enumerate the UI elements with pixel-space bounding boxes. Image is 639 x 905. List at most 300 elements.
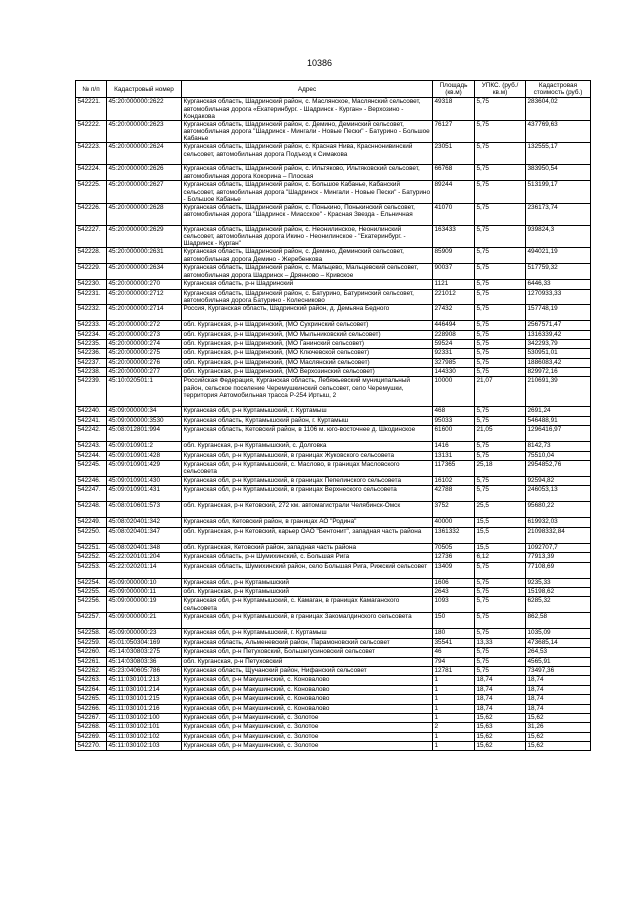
address-cell: Курганская область, Куртамышский район, г. Куртамыш [182, 416, 433, 425]
cadastral-number-cell: 45:20:000000:2623 [107, 120, 182, 143]
cadastral-number-cell: 45:20:000000:2714 [107, 305, 182, 321]
area-cell: 221012 [433, 289, 475, 304]
address-cell: Курганская область, Шадринский район, с. Демино, Деминский сельсовет, автомобильная дорога Демино - Жеребенкова [182, 248, 433, 264]
row-number-cell: 542228. [76, 248, 107, 264]
upks-cell: 15,62 [475, 732, 526, 741]
upks-cell: 5,75 [475, 407, 526, 416]
upks-cell: 15,5 [475, 543, 526, 552]
row-number-cell: 542254. [76, 578, 107, 587]
area-cell: 1 [433, 704, 475, 713]
cadastral-cost-cell: 8142,73 [526, 442, 591, 451]
table-row [76, 349, 591, 358]
row-number-cell: 542244. [76, 451, 107, 460]
cadastral-number-cell: 45:22:020201:14 [107, 562, 182, 578]
table-row [76, 321, 591, 330]
area-cell: 1606 [433, 578, 475, 587]
address-cell: Курганская обл, Кетовский район, в границах АО "Родина" [182, 518, 433, 527]
table-row [76, 657, 591, 666]
area-cell: 2 [433, 723, 475, 732]
row-number-cell: 542246. [76, 477, 107, 486]
cadastral-number-cell: 45:09:000000:10 [107, 578, 182, 587]
upks-cell: 18,74 [475, 695, 526, 704]
table-row [76, 477, 591, 486]
table-row [76, 486, 591, 502]
upks-cell: 5,75 [475, 416, 526, 425]
area-cell: 66768 [433, 165, 475, 181]
cadastral-cost-cell: 246053,13 [526, 486, 591, 502]
cadastral-number-cell: 45:20:000000:276 [107, 358, 182, 367]
upks-cell: 5,75 [475, 597, 526, 613]
cadastral-cost-cell: 939824,3 [526, 225, 591, 248]
table-row [76, 165, 591, 181]
table-row [76, 225, 591, 248]
row-number-cell: 542223. [76, 143, 107, 165]
cadastral-cost-cell: 92594,82 [526, 477, 591, 486]
address-cell: Курганская область, Шадринский район, с. Красная Нива, Красннонивинский сельсовет, автомобильная дорога Подъезд к Симакова [182, 143, 433, 165]
upks-cell: 13,33 [475, 638, 526, 647]
cadastral-number-cell: 45:20:000000:2627 [107, 181, 182, 204]
row-number-cell: 542234. [76, 330, 107, 339]
table-row [76, 358, 591, 367]
area-cell: 61600 [433, 426, 475, 442]
cadastral-cost-cell: 383950,54 [526, 165, 591, 181]
cadastral-cost-cell: 236173,74 [526, 203, 591, 225]
address-cell: обл. Курганская, р-н Куртамышский [182, 588, 433, 597]
area-cell: 46 [433, 648, 475, 657]
upks-cell: 5,75 [475, 562, 526, 578]
row-number-cell: 542222. [76, 120, 107, 143]
table-row [76, 248, 591, 264]
cadastral-cost-cell: 1270933,33 [526, 289, 591, 304]
upks-cell: 5,75 [475, 280, 526, 289]
table-row [76, 588, 591, 597]
cadastral-cost-cell: 2567571,47 [526, 321, 591, 330]
cadastral-number-cell: 45:08:020401:347 [107, 527, 182, 543]
area-cell: 468 [433, 407, 475, 416]
row-number-cell: 542260. [76, 648, 107, 657]
row-number-cell: 542266. [76, 704, 107, 713]
cadastral-cost-cell: 862,58 [526, 613, 591, 629]
table-row [76, 407, 591, 416]
address-cell: Курганская область, Шадринский район, с. Понькино, Понькинский сельсовет, автомобильная дорога "Шадринск - Миасское" - Красная Звезда - Ельничная [182, 203, 433, 225]
area-cell: 327985 [433, 358, 475, 367]
cadastral-number-cell: 45:20:000000:275 [107, 349, 182, 358]
area-cell: 1 [433, 685, 475, 694]
address-cell: Курганская область, Шадринский район, с. Большое Кабанье, Кабанский сельсовет, автомобильная дорога "Шадринск - Мингали - Новые Пески" - Батурино - Большое Кабанье [182, 181, 433, 204]
address-cell: Курганская область, Кетовский район, в 1106 м. юго-восточнее д. Шкодинское [182, 426, 433, 442]
area-cell: 794 [433, 657, 475, 666]
address-cell: обл. Курганская, р-н Шадринский, (МО Сухринский сельсовет) [182, 321, 433, 330]
upks-cell: 5,75 [475, 578, 526, 587]
upks-cell: 5,75 [475, 588, 526, 597]
table-row [76, 339, 591, 348]
cadastral-cost-cell: 517759,32 [526, 264, 591, 280]
area-cell: 1 [433, 732, 475, 741]
upks-cell: 5,75 [475, 657, 526, 666]
upks-cell: 15,5 [475, 527, 526, 543]
address-cell: обл. Курганская, р-н Шадринский, (МО Верхозинский сельсовет) [182, 368, 433, 377]
cadastral-number-cell: 45:09:000000:34 [107, 407, 182, 416]
cadastral-cost-cell: 342293,79 [526, 339, 591, 348]
row-number-cell: 542245. [76, 461, 107, 477]
cadastral-number-cell: 45:09:000000:21 [107, 613, 182, 629]
cadastral-cost-cell: 15198,62 [526, 588, 591, 597]
table-row [76, 289, 591, 304]
cadastral-number-cell: 45:09:010901:431 [107, 486, 182, 502]
area-cell: 150 [433, 613, 475, 629]
area-cell: 13409 [433, 562, 475, 578]
address-cell: обл. Курганская, р-н Кетовский, 272 км. автомагистрали Челябинск-Омск [182, 502, 433, 518]
table-row [76, 442, 591, 451]
address-cell: Курганская область, Шадринский район, с. Ильтяково, Ильтяковский сельсовет, автомобильная дорога Кокорина – Плоская [182, 165, 433, 181]
area-cell: 1 [433, 695, 475, 704]
area-cell: 1361332 [433, 527, 475, 543]
table-row [76, 613, 591, 629]
table-row [76, 666, 591, 675]
cadastral-cost-cell: 18,74 [526, 695, 591, 704]
header-cadastral-cost: Кадастровая стоимость (руб.) [526, 81, 591, 98]
upks-cell: 5,75 [475, 486, 526, 502]
row-number-cell: 542231. [76, 289, 107, 304]
table-row [76, 330, 591, 339]
cadastral-cost-cell: 1316339,42 [526, 330, 591, 339]
upks-cell: 5,75 [475, 203, 526, 225]
cadastral-number-cell: 45:20:000000:2634 [107, 264, 182, 280]
address-cell: Курганская обл, р-н Куртамышский, г. Куртамыш [182, 629, 433, 638]
cadastral-cost-cell: 473685,14 [526, 638, 591, 647]
row-number-cell: 542227. [76, 225, 107, 248]
address-cell: обл. Курганская, Кетовский район, западная часть района [182, 543, 433, 552]
address-cell: Курганская область, р-н Шадринский [182, 280, 433, 289]
upks-cell: 18,74 [475, 704, 526, 713]
area-cell: 85909 [433, 248, 475, 264]
row-number-cell: 542248. [76, 502, 107, 518]
table-row [76, 120, 591, 143]
table-row [76, 742, 591, 751]
address-cell: Курганская обл, р-н Макушинский, с. Коновалово [182, 695, 433, 704]
area-cell: 13131 [433, 451, 475, 460]
cadastral-number-cell: 45:20:000000:2624 [107, 143, 182, 165]
upks-cell: 21,07 [475, 377, 526, 407]
cadastral-cost-cell: 1092707,7 [526, 543, 591, 552]
row-number-cell: 542262. [76, 666, 107, 675]
row-number-cell: 542261. [76, 657, 107, 666]
table-body [76, 98, 591, 751]
address-cell: Курганская область, Шадринский район, с. Демино, Деминский сельсовет, автомобильная дорога "Шадринск - Мингали - Новые Пески" - Батурино - Большое Кабанье [182, 120, 433, 143]
cadastral-cost-cell: 1296416,97 [526, 426, 591, 442]
address-cell: Курганская обл, р-н Куртамышский, с. Камаган, в границах Камаганского сельсовета [182, 597, 433, 613]
address-cell: Курганская область, Шадринский район, с. Неонилинское, Неонилинский сельсовет, автомобильная дорога Икино - Неонилинское - "Екатеринбург. - Шадринск - Курган" [182, 225, 433, 248]
table-row [76, 638, 591, 647]
upks-cell: 15,62 [475, 713, 526, 722]
upks-cell: 5,75 [475, 248, 526, 264]
table-row [76, 648, 591, 657]
cadastral-cost-cell: 2691,24 [526, 407, 591, 416]
table-row [76, 98, 591, 121]
table-row [76, 368, 591, 377]
address-cell: Курганская обл, р-н Куртамышский, г. Куртамыш [182, 407, 433, 416]
table-row [76, 305, 591, 321]
table-row [76, 629, 591, 638]
table-row [76, 732, 591, 741]
area-cell: 76127 [433, 120, 475, 143]
area-cell: 23051 [433, 143, 475, 165]
cadastral-number-cell: 45:20:000000:273 [107, 330, 182, 339]
area-cell: 40000 [433, 518, 475, 527]
table-row [76, 704, 591, 713]
upks-cell: 5,75 [475, 358, 526, 367]
cadastral-cost-cell: 9235,33 [526, 578, 591, 587]
row-number-cell: 542270. [76, 742, 107, 751]
cadastral-number-cell: 45:20:000000:2626 [107, 165, 182, 181]
table-row [76, 578, 591, 587]
area-cell: 89244 [433, 181, 475, 204]
area-cell: 228908 [433, 330, 475, 339]
upks-cell: 5,75 [475, 225, 526, 248]
row-number-cell: 542250. [76, 527, 107, 543]
row-number-cell: 542269. [76, 732, 107, 741]
cadastral-number-cell: 45:08:020401:342 [107, 518, 182, 527]
cadastral-number-cell: 45:11:030102:100 [107, 713, 182, 722]
cadastral-number-cell: 45:09:010901:2 [107, 442, 182, 451]
row-number-cell: 542259. [76, 638, 107, 647]
address-cell: Курганская область, Шадринский район, с. Мальцево, Мальцевский сельсовет, автомобильная дорога Шадринск – Дрянново – Кривское [182, 264, 433, 280]
cadastral-number-cell: 45:10:020501:1 [107, 377, 182, 407]
upks-cell: 5,75 [475, 368, 526, 377]
header-upks: УПКС. (руб./кв.м) [475, 81, 526, 98]
cadastral-cost-cell: 2954852,76 [526, 461, 591, 477]
upks-cell: 5,75 [475, 629, 526, 638]
address-cell: Курганская обл, р-н Куртамышский, в границах Пепелинского сельсовета [182, 477, 433, 486]
row-number-cell: 542235. [76, 339, 107, 348]
cadastral-cost-cell: 18,74 [526, 685, 591, 694]
table-row [76, 203, 591, 225]
cadastral-number-cell: 45:20:000000:270 [107, 280, 182, 289]
address-cell: Курганская обл, р-н Куртамышский, с. Маслово, в границах Масловского сельсовета [182, 461, 433, 477]
cadastral-cost-cell: 494021,19 [526, 248, 591, 264]
cadastral-cost-cell: 73497,36 [526, 666, 591, 675]
address-cell: Курганская обл, р-н Куртамышский, в границах Закомалдинского сельсовета [182, 613, 433, 629]
cadastral-cost-cell: 157748,19 [526, 305, 591, 321]
address-cell: Курганская обл, р-н Макушинский, с. Коновалово [182, 704, 433, 713]
upks-cell: 5,75 [475, 98, 526, 121]
cadastral-number-cell: 45:09:000000:3530 [107, 416, 182, 425]
cadastral-cost-cell: 77108,69 [526, 562, 591, 578]
upks-cell: 18,74 [475, 685, 526, 694]
page-number: 10386 [306, 58, 333, 68]
header-cadastral-number: Кадастровый номер [107, 81, 182, 98]
address-cell: обл. Курганская, р-н Шадринский, (МО Маслянский сельсовет) [182, 358, 433, 367]
address-cell: обл. Курганская, р-н Кетовский, карьер ОАО "Бентонит", западная часть района [182, 527, 433, 543]
cadastral-number-cell: 45:11:030101:215 [107, 695, 182, 704]
table-row [76, 426, 591, 442]
table-row [76, 695, 591, 704]
cadastral-number-cell: 45:11:030101:216 [107, 704, 182, 713]
cadastral-cost-cell: 6446,33 [526, 280, 591, 289]
cadastral-number-cell: 45:20:000000:277 [107, 368, 182, 377]
area-cell: 144330 [433, 368, 475, 377]
upks-cell: 21,05 [475, 426, 526, 442]
cadastral-cost-cell: 437769,63 [526, 120, 591, 143]
cadastral-number-cell: 45:09:010901:430 [107, 477, 182, 486]
cadastral-cost-cell: 1886083,42 [526, 358, 591, 367]
cadastral-number-cell: 45:20:000000:2628 [107, 203, 182, 225]
cadastral-cost-cell: 4565,91 [526, 657, 591, 666]
cadastral-cost-cell: 283604,02 [526, 98, 591, 121]
area-cell: 1 [433, 713, 475, 722]
cadastral-number-cell: 45:09:010901:429 [107, 461, 182, 477]
cadastral-cost-cell: 15,62 [526, 732, 591, 741]
row-number-cell: 542239. [76, 377, 107, 407]
cadastral-number-cell: 45:20:000000:272 [107, 321, 182, 330]
area-cell: 1093 [433, 597, 475, 613]
upks-cell: 15,62 [475, 742, 526, 751]
cadastral-number-cell: 45:11:030101:213 [107, 676, 182, 685]
address-cell: Курганская обл, р-н Макушинский, с. Золотое [182, 732, 433, 741]
area-cell: 12736 [433, 553, 475, 562]
upks-cell: 5,75 [475, 666, 526, 675]
area-cell: 16102 [433, 477, 475, 486]
upks-cell: 5,75 [475, 349, 526, 358]
area-cell: 1 [433, 676, 475, 685]
upks-cell: 5,75 [475, 120, 526, 143]
cadastral-cost-cell: 619932,03 [526, 518, 591, 527]
cadastral-cost-cell: 95680,22 [526, 502, 591, 518]
table-row [76, 713, 591, 722]
cadastral-cost-cell: 75510,04 [526, 451, 591, 460]
cadastral-table [75, 80, 591, 751]
row-number-cell: 542233. [76, 321, 107, 330]
upks-cell: 5,75 [475, 289, 526, 304]
area-cell: 1416 [433, 442, 475, 451]
address-cell: Курганская область, р-н Шумихинский, с. Большая Рига [182, 553, 433, 562]
row-number-cell: 542264. [76, 685, 107, 694]
row-number-cell: 542263. [76, 676, 107, 685]
row-number-cell: 542247. [76, 486, 107, 502]
upks-cell: 5,75 [475, 143, 526, 165]
cadastral-number-cell: 45:20:000000:2631 [107, 248, 182, 264]
upks-cell: 5,75 [475, 165, 526, 181]
upks-cell: 5,75 [475, 477, 526, 486]
row-number-cell: 542236. [76, 349, 107, 358]
address-cell: Курганская область, Щучанский район, Нифанский сельсовет [182, 666, 433, 675]
row-number-cell: 542256. [76, 597, 107, 613]
cadastral-number-cell: 45:22:020101:204 [107, 553, 182, 562]
table-row [76, 451, 591, 460]
area-cell: 180 [433, 629, 475, 638]
cadastral-cost-cell: 15,62 [526, 713, 591, 722]
area-cell: 95033 [433, 416, 475, 425]
table-row [76, 264, 591, 280]
address-cell: обл. Курганская, р-н Шадринский, (МО Мыльниковский сельсовет) [182, 330, 433, 339]
table-row [76, 502, 591, 518]
address-cell: Курганская область, Альменевский район, Парамоновский сельсовет [182, 638, 433, 647]
row-number-cell: 542265. [76, 695, 107, 704]
area-cell: 12781 [433, 666, 475, 675]
row-number-cell: 542238. [76, 368, 107, 377]
address-cell: Курганская обл, р-н Макушинский, с. Золотое [182, 723, 433, 732]
row-number-cell: 542241. [76, 416, 107, 425]
address-cell: Курганская обл, р-н Куртамышский, в границах Жуковского сельсовета [182, 451, 433, 460]
cadastral-cost-cell: 264,53 [526, 648, 591, 657]
cadastral-number-cell: 45:11:030102:103 [107, 742, 182, 751]
cadastral-cost-cell: 132555,17 [526, 143, 591, 165]
upks-cell: 15,63 [475, 723, 526, 732]
cadastral-number-cell: 45:01:050304:169 [107, 638, 182, 647]
table-row [76, 723, 591, 732]
address-cell: Курганская обл, р-н Макушинский, с. Золотое [182, 713, 433, 722]
header-number: № п/п [76, 81, 107, 98]
area-cell: 1121 [433, 280, 475, 289]
upks-cell: 5,75 [475, 613, 526, 629]
cadastral-number-cell: 45:08:010601:573 [107, 502, 182, 518]
row-number-cell: 542240. [76, 407, 107, 416]
table-row [76, 181, 591, 204]
cadastral-number-cell: 45:11:030102:102 [107, 732, 182, 741]
upks-cell: 15,5 [475, 518, 526, 527]
address-cell: Курганская обл, р-н Макушинский, с. Коновалово [182, 685, 433, 694]
cadastral-number-cell: 45:20:000000:2622 [107, 98, 182, 121]
address-cell: обл. Курганская, р-н Петуховский [182, 657, 433, 666]
table-row [76, 280, 591, 289]
cadastral-cost-cell: 829972,16 [526, 368, 591, 377]
row-number-cell: 542224. [76, 165, 107, 181]
area-cell: 2643 [433, 588, 475, 597]
address-cell: обл. Курганская, р-н Шадринский, (МО Ключевской сельсовет) [182, 349, 433, 358]
upks-cell: 5,75 [475, 305, 526, 321]
address-cell: Российская Федерация, Курганская область, Лебяжьевский муниципальный район, сельское поселение Черемушкинский сельсовет, село Черемушки, территория Автомобильная трасса Р-254 Иртыш, 2 [182, 377, 433, 407]
upks-cell: 18,74 [475, 676, 526, 685]
row-number-cell: 542257. [76, 613, 107, 629]
area-cell: 35541 [433, 638, 475, 647]
header-area: Площадь (кв.м) [433, 81, 475, 98]
upks-cell: 6,12 [475, 553, 526, 562]
header-address: Адрес [182, 81, 433, 98]
cadastral-cost-cell: 15,62 [526, 742, 591, 751]
row-number-cell: 542243. [76, 442, 107, 451]
cadastral-number-cell: 45:09:000000:19 [107, 597, 182, 613]
area-cell: 42788 [433, 486, 475, 502]
area-cell: 3752 [433, 502, 475, 518]
upks-cell: 5,75 [475, 451, 526, 460]
cadastral-number-cell: 45:09:000000:23 [107, 629, 182, 638]
upks-cell: 5,75 [475, 442, 526, 451]
table-row [76, 416, 591, 425]
row-number-cell: 542242. [76, 426, 107, 442]
area-cell: 49318 [433, 98, 475, 121]
cadastral-cost-cell: 1035,09 [526, 629, 591, 638]
cadastral-cost-cell: 18,74 [526, 676, 591, 685]
cadastral-number-cell: 45:20:000000:2712 [107, 289, 182, 304]
area-cell: 41070 [433, 203, 475, 225]
row-number-cell: 542258. [76, 629, 107, 638]
row-number-cell: 542226. [76, 203, 107, 225]
area-cell: 27432 [433, 305, 475, 321]
cadastral-cost-cell: 513199,17 [526, 181, 591, 204]
address-cell: Россия, Курганская область, Шадринский район, д. Демьяна Бедного [182, 305, 433, 321]
area-cell: 59524 [433, 339, 475, 348]
area-cell: 446494 [433, 321, 475, 330]
table-row [76, 553, 591, 562]
row-number-cell: 542229. [76, 264, 107, 280]
row-number-cell: 542253. [76, 562, 107, 578]
row-number-cell: 542267. [76, 713, 107, 722]
cadastral-number-cell: 45:14:030803:36 [107, 657, 182, 666]
address-cell: Курганская обл, р-н Куртамышский, в границах Верхнеского сельсовета [182, 486, 433, 502]
cadastral-number-cell: 45:08:020401:348 [107, 543, 182, 552]
address-cell: Курганская область, Шадринский район, с. Батурино, Батуринский сельсовет, автомобильная дорога Батурино - Колесниково [182, 289, 433, 304]
cadastral-cost-cell: 18,74 [526, 704, 591, 713]
